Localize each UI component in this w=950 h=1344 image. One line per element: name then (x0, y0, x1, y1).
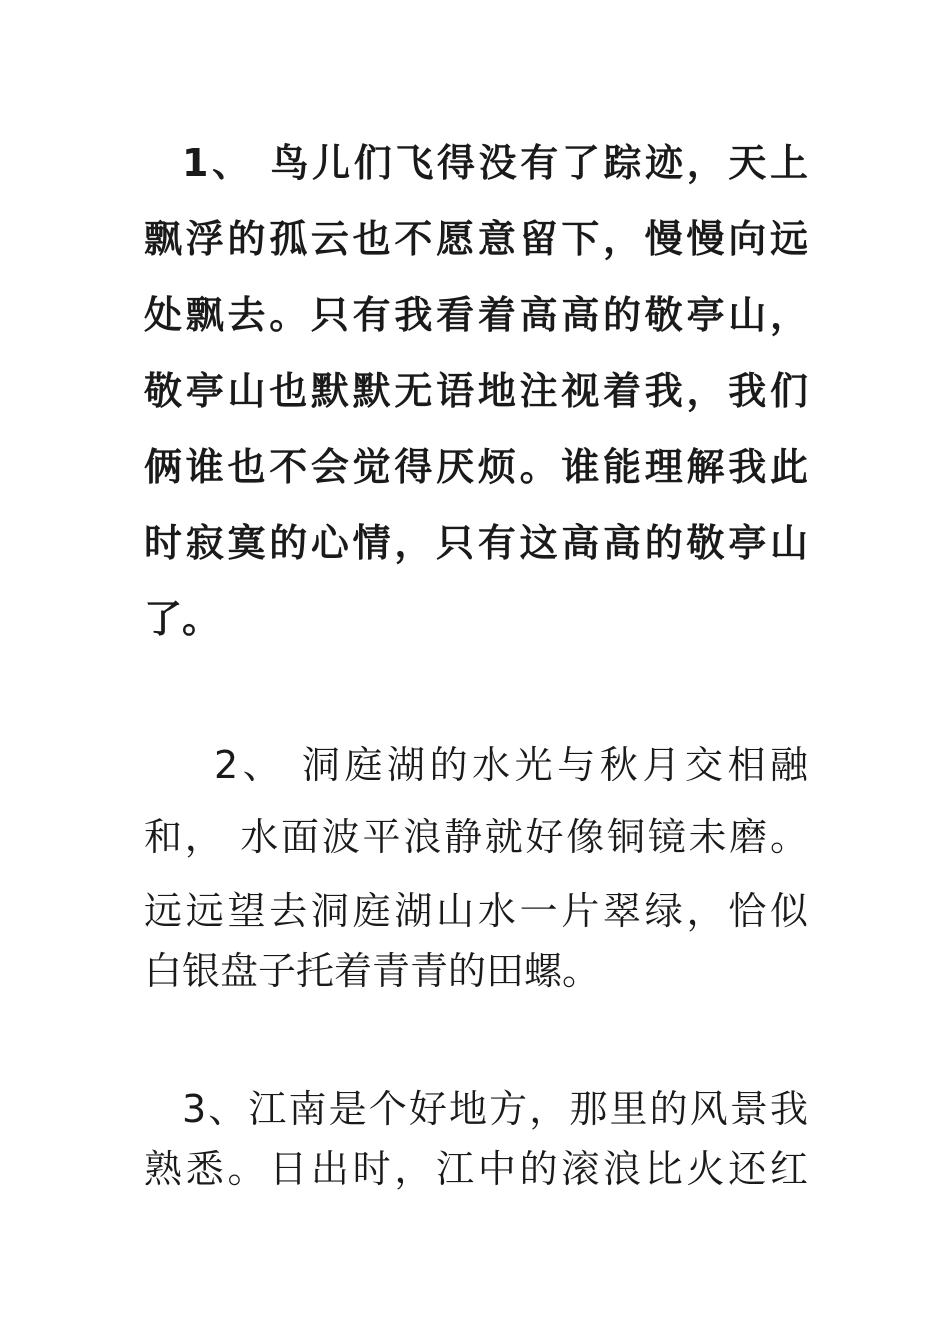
paragraph-1-line-6: 时寂寞的心情，只有这高高的敬亭山 (144, 521, 808, 565)
paragraph-1-line-1: 1、 鸟儿们飞得没有了踪迹，天上 (182, 141, 808, 185)
paragraph-1-line-4: 敬亭山也默默无语地注视着我，我们 (144, 369, 808, 413)
paragraph-2-line-2: 和， 水面波平浪静就好像铜镜未磨。 (144, 815, 808, 859)
paragraph-3-line-2: 熟悉。日出时，江中的滚浪比火还红 (144, 1147, 808, 1191)
paragraph-1-line-5: 俩谁也不会觉得厌烦。谁能理解我此 (144, 445, 808, 489)
paragraph-2-line-3: 远远望去洞庭湖山水一片翠绿，恰似 (144, 889, 808, 933)
paragraph-1-line-3: 处飘去。只有我看着高高的敬亭山， (144, 293, 808, 337)
paragraph-3-line-1: 3、江南是个好地方，那里的风景我 (182, 1087, 808, 1131)
paragraph-2-line-4: 白银盘子托着青青的田螺。 (144, 949, 601, 993)
paragraph-2-line-1: 2、 洞庭湖的水光与秋月交相融 (214, 743, 808, 787)
paragraph-1-line-2: 飘浮的孤云也不愿意留下，慢慢向远 (144, 217, 808, 261)
paragraph-1-line-7: 了。 (144, 597, 221, 641)
